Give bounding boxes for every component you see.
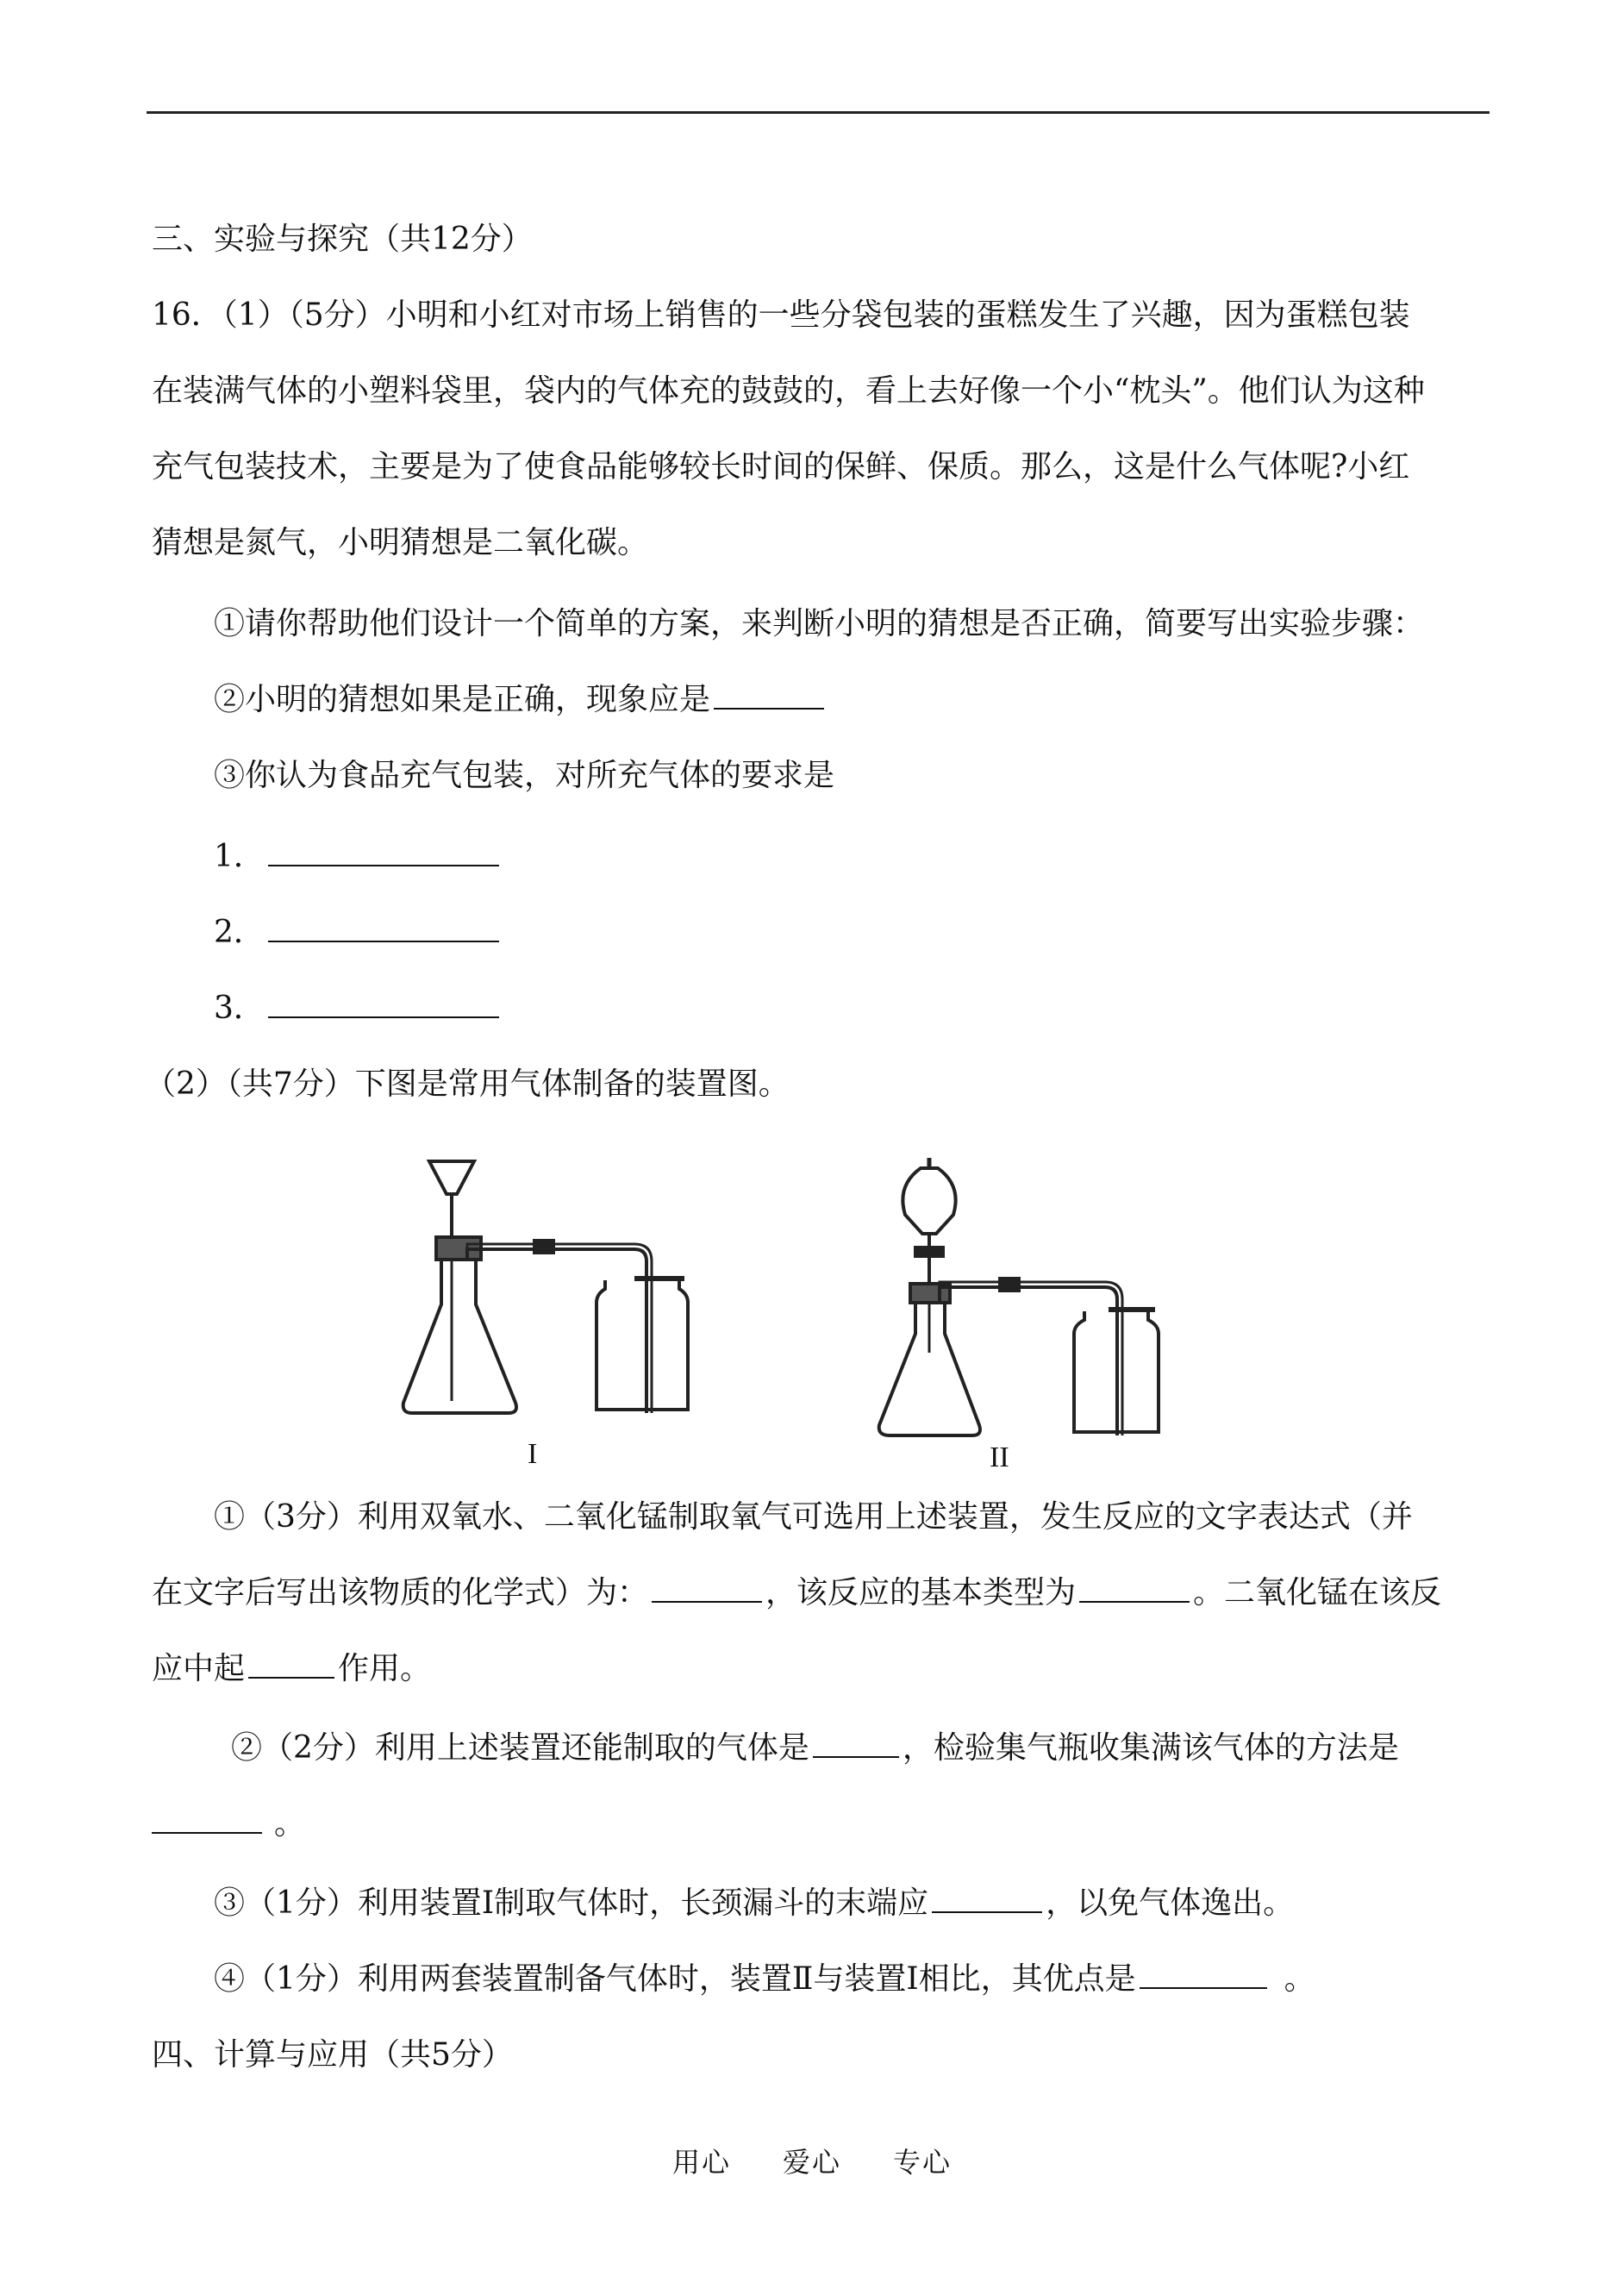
answer-blank[interactable] [652,1575,762,1603]
p1-text-c: 。二氧化锰在该反 [1193,1575,1442,1610]
requirement-row-2 [214,914,503,952]
q16-sub2-text: ②小明的猜想如果是正确，现象应是 [214,682,711,717]
p4-text-b: 。 [1284,1961,1315,1997]
p1-line-3 [152,1650,431,1688]
delivery-tube-2 [940,1287,1117,1435]
q16-intro-line-4: 猜想是氮气，小明猜想是二氧化碳。 [152,525,649,560]
answer-blank[interactable] [268,991,499,1018]
footer-word-1: 用心 [671,2146,731,2179]
rubber-connector [534,1241,553,1253]
q16-intro-line-2: 在装满气体的小塑料袋里，袋内的气体充的鼓鼓的，看上去好像一个小“枕头”。他们认为这种 [152,373,1425,409]
p1-line-1: ①（3分）利用双氧水、二氧化锰制取氧气可选用上述装置，发生反应的文字表达式（并 [214,1499,1413,1535]
p3-text-a: ③（1分）利用装置I制取气体时，长颈漏斗的末端应 [214,1885,929,1921]
footer-word-3: 专心 [893,2146,953,2179]
figure-label-2: II [990,1441,1009,1470]
long-neck-funnel [429,1161,474,1237]
requirement-number: 3． [214,991,265,1026]
section4-title: 四、计算与应用（共5分） [152,2037,513,2073]
answer-blank[interactable] [932,1885,1042,1913]
q16-intro-line-1: 16．（1）（5分）小明和小红对市场上销售的一些分袋包装的蛋糕发生了兴趣，因为蛋糕包装 [152,297,1410,333]
page-footer [0,2141,1624,2180]
figure-label-1: I [528,1438,538,1470]
answer-blank[interactable] [268,839,499,866]
footer-word-2: 爱心 [782,2146,841,2179]
gas-jar-1 [597,1280,688,1410]
p1-text-d: 应中起 [152,1651,246,1686]
answer-blank[interactable] [1140,1961,1267,1989]
answer-blank[interactable] [714,682,824,710]
part2-title: （2）（共7分）下图是常用气体制备的装置图。 [145,1066,790,1102]
requirement-row-1 [214,838,503,876]
p3-line [214,1885,1294,1923]
requirement-number: 2． [214,915,265,950]
section3-title: 三、实验与探究（共12分） [152,222,533,257]
p4-text-a: ④（1分）利用两套装置制备气体时，装置Ⅱ与装置I相比，其优点是 [214,1961,1136,1997]
q16-intro-line-3: 充气包装技术，主要是为了使食品能够较长时间的保鲜、保质。那么，这是什么气体呢?小红 [152,449,1410,485]
apparatus-figure [379,1151,1259,1470]
p1-line-2 [152,1574,1441,1612]
answer-blank[interactable] [1079,1575,1190,1603]
answer-blank[interactable] [248,1651,334,1679]
p2-text-c: 。 [274,1806,306,1842]
q16-sub1: ①请你帮助他们设计一个简单的方案，来判断小明的猜想是否正确，简要写出实验步骤： [214,606,1425,641]
p2-line-2 [152,1805,305,1843]
p1-text-e: 作用。 [338,1651,432,1686]
p4-line [214,1960,1315,1998]
requirement-row-3 [214,990,503,1028]
p1-text-a: 在文字后写出该物质的化学式）为： [152,1575,649,1610]
requirement-number: 1． [214,839,265,874]
header-rule [147,111,1490,114]
delivery-tube-1 [467,1249,646,1413]
apparatus-diagram [379,1151,1259,1470]
p2-line-1 [231,1729,1399,1767]
p2-text-a: ②（2分）利用上述装置还能制取的气体是 [231,1730,809,1766]
p1-text-b: ，该反应的基本类型为 [765,1575,1077,1610]
p2-text-b: ，检验集气瓶收集满该气体的方法是 [902,1730,1399,1766]
rubber-connector [1000,1279,1019,1291]
q16-sub2-row [214,681,828,719]
answer-blank[interactable] [268,915,499,942]
separatory-funnel [903,1158,955,1284]
answer-blank[interactable] [152,1806,262,1834]
q16-sub3: ③你认为食品充气包装，对所充气体的要求是 [214,758,835,793]
conical-flask-1 [403,1260,516,1413]
p3-text-b: ，以免气体逸出。 [1046,1885,1295,1921]
answer-blank[interactable] [813,1730,899,1758]
